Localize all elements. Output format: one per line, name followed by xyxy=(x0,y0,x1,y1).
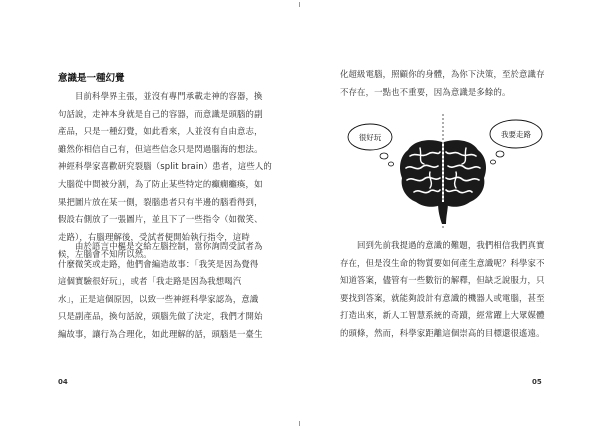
text-line: 雖然你相信自己有，但這些信念只是閃過腦海的想法。 xyxy=(58,143,263,154)
text-line: 目前科學界主張，並沒有專門承載走神的容器，換 xyxy=(75,91,263,101)
text-line: 化超級電腦，照顧你的身體，為你下決策，至於意識存 xyxy=(340,69,545,79)
text-line: 不存在，一點也不重要，因為意識是多餘的。 xyxy=(340,86,511,97)
section-heading: 意識是一種幻覺 xyxy=(58,73,125,84)
paragraph-continued xyxy=(340,66,550,101)
text-line: 走路），右腦理解後，受試者便開始執行指令，這時 xyxy=(58,231,250,242)
gutter-mark-top xyxy=(299,2,300,7)
text-line: 的頭條，然而，科學家距離這個崇高的目標還很遙遠。 xyxy=(340,327,545,338)
text-line: 假設右側放了一張圖片，並且下了一些指令（如微笑、 xyxy=(58,214,263,225)
text-line: 只是副產品，換句話說，頭腦先做了決定，我們才開始 xyxy=(58,311,263,322)
left-thought-bubble xyxy=(348,124,394,166)
text-line: 果把圖片放在某一側，裂腦患者只有半邊的腦看得到， xyxy=(58,196,263,207)
text-line: 存在，但是沒生命的物質要如何產生意識呢？科學家不 xyxy=(340,257,545,268)
text-line: 大腦從中間被分割，為了防止某些特定的癲癇癱瘓，如 xyxy=(58,178,263,189)
page-number: 05 xyxy=(532,378,542,386)
text-line: 由於語言中樞是交給左腦控制，當你詢問受試者為 xyxy=(75,241,263,251)
text-line: 這個實驗很好玩」，或者「我走路是因為我想喝汽 xyxy=(58,276,242,287)
text-line: 編故事，讓行為合理化，如此理解的話，頭腦是一臺生 xyxy=(58,328,263,339)
page-number: 04 xyxy=(58,378,68,386)
paragraph-2 xyxy=(58,238,268,344)
right-bubble-text: 我要走路 xyxy=(501,130,531,139)
paragraph-3 xyxy=(340,237,550,343)
gutter-mark-bottom xyxy=(299,421,300,426)
text-line: 神經科學家喜歡研究裂腦（split brain）患者，這些人的 xyxy=(58,161,272,172)
text-line: 打造出來，新人工智慧系統的奇蹟，經常躍上大眾媒體 xyxy=(340,310,545,321)
text-line: 產品，只是一種幻覺，如此看來，人並沒有自由意志， xyxy=(58,126,263,137)
right-thought-bubble xyxy=(490,120,542,164)
text-line: 什麼微笑或走路，他們會編造故事：「我笑是因為覺得 xyxy=(58,258,259,269)
left-bubble-text: 很好玩 xyxy=(358,133,382,142)
text-line: 要找到答案，就能夠設計有意識的機器人或電腦，甚至 xyxy=(340,292,545,303)
text-line: 水」，正是這個原因，以致一些神經科學家認為，意識 xyxy=(58,293,259,304)
brain-illustration xyxy=(340,112,550,230)
text-line: 句話說，走神本身就是自己的容器，而意識是頭腦的副 xyxy=(58,108,263,119)
text-line: 知道答案，儘管有一些數衍的解釋，但缺乏說服力，只 xyxy=(340,275,545,286)
text-line: 候，左腦會不知所以然。 xyxy=(58,249,152,260)
text-line: 回到先前我提過的意識的難題，我們相信我們真實 xyxy=(357,240,545,250)
